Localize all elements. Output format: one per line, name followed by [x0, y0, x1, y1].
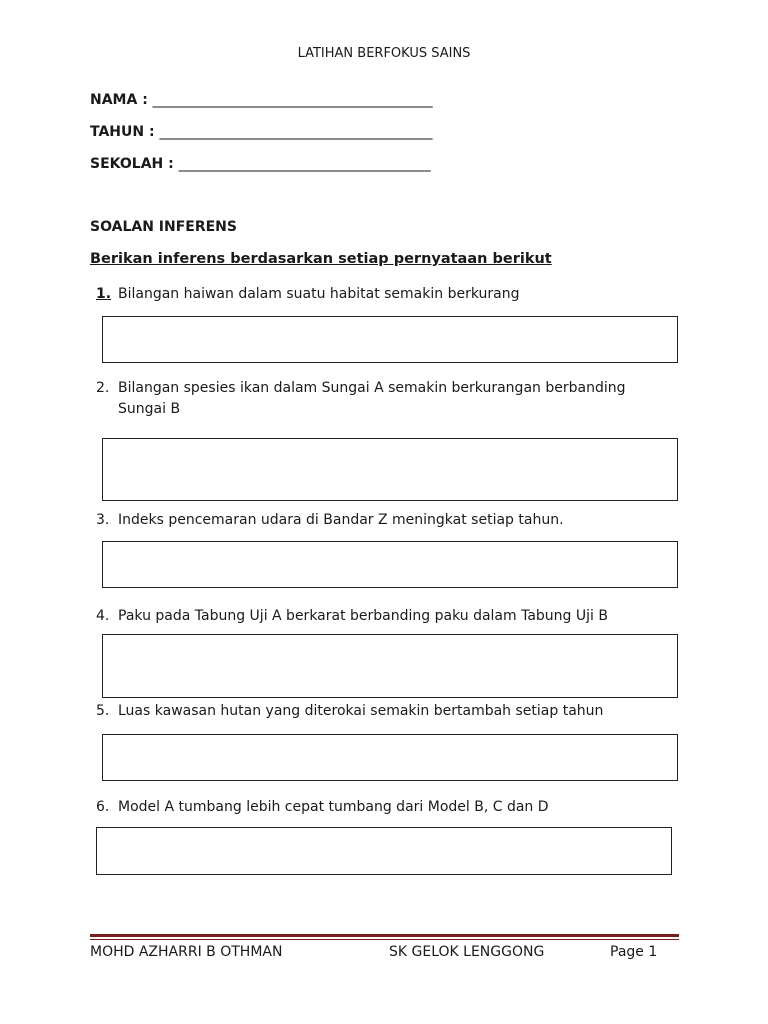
- year-blank-line[interactable]: _______________________________________: [159, 124, 433, 140]
- footer-rule-thin: [90, 939, 679, 940]
- question-text-continued: Sungai B: [118, 401, 181, 417]
- question-1: [96, 284, 696, 306]
- question-number: 1.: [96, 286, 112, 302]
- name-label: NAMA :: [90, 92, 148, 108]
- question-number: 5.: [96, 703, 110, 719]
- section-title: SOALAN INFERENS: [90, 219, 237, 235]
- question-text: Bilangan spesies ikan dalam Sungai A semakin berkurangan berbanding: [118, 380, 626, 396]
- question-text: Indeks pencemaran udara di Bandar Z meningkat setiap tahun.: [118, 512, 564, 528]
- school-field: [90, 155, 431, 173]
- answer-box-6[interactable]: [96, 827, 672, 875]
- answer-box-5[interactable]: [102, 734, 678, 781]
- question-text: Model A tumbang lebih cepat tumbang dari Model B, C dan D: [118, 799, 549, 815]
- footer-author: MOHD AZHARRI B OTHMAN: [90, 944, 283, 960]
- document-title: LATIHAN BERFOKUS SAINS: [297, 46, 471, 61]
- name-blank-line[interactable]: ________________________________________: [152, 92, 433, 108]
- answer-box-2[interactable]: [102, 438, 678, 501]
- question-6: [96, 797, 696, 819]
- year-field: [90, 123, 432, 141]
- question-number: 2.: [96, 380, 110, 396]
- answer-box-3[interactable]: [102, 541, 678, 588]
- footer-rule: [90, 934, 679, 937]
- answer-box-4[interactable]: [102, 634, 678, 698]
- footer-school: SK GELOK LENGGONG: [389, 944, 545, 960]
- question-4: [96, 606, 696, 628]
- school-label: SEKOLAH :: [90, 156, 174, 172]
- question-number: 3.: [96, 512, 110, 528]
- question-text: Paku pada Tabung Uji A berkarat berbanding paku dalam Tabung Uji B: [118, 608, 608, 624]
- school-blank-line[interactable]: ____________________________________: [178, 156, 431, 172]
- name-field: [90, 91, 433, 109]
- year-label: TAHUN :: [90, 124, 155, 140]
- question-number: 6.: [96, 799, 110, 815]
- question-5: [96, 701, 696, 723]
- footer-page-number: Page 1: [610, 944, 658, 960]
- question-2: [96, 378, 696, 422]
- instruction-text: Berikan inferens berdasarkan setiap pernyataan berikut: [90, 251, 552, 267]
- question-text: Bilangan haiwan dalam suatu habitat semakin berkurang: [118, 286, 520, 302]
- question-3: [96, 510, 696, 532]
- question-number: 4.: [96, 608, 110, 624]
- answer-box-1[interactable]: [102, 316, 678, 363]
- question-text: Luas kawasan hutan yang diterokai semakin bertambah setiap tahun: [118, 703, 604, 719]
